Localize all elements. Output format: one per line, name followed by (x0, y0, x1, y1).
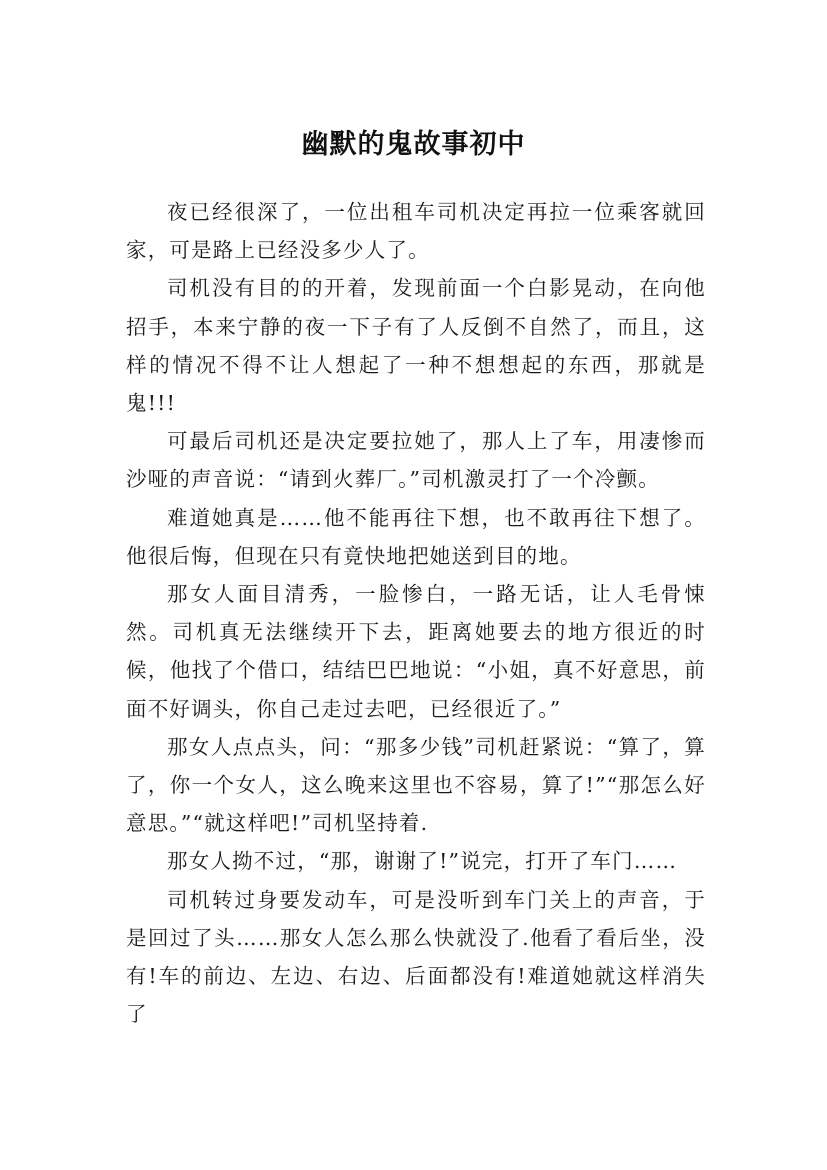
document-title: 幽默的鬼故事初中 (301, 129, 526, 161)
paragraph-7: 那女人拗不过，“那，谢谢了!”说完，打开了车门…… (167, 849, 678, 874)
paragraph-3: 可最后司机还是决定要拉她了，那人上了车，用凄惨而沙哑的声音说：“请到火葬厂。”司机激灵打了一个冷颤。 (126, 429, 706, 492)
story-body (126, 193, 706, 1033)
paragraph-8: 司机转过身要发动车，可是没听到车门关上的声音，于是回过了头……那女人怎么那么快就没了.他看了看后坐，没有!车的前边、左边、右边、后面都没有!难道她就这样消失了 (126, 887, 706, 1027)
paragraph-4: 难道她真是……他不能再往下想，也不敢再往下想了。他很后悔，但现在只有竟快地把她送到目的地。 (126, 505, 706, 568)
paragraph-6: 那女人点点头，问：“那多少钱”司机赶紧说：“算了，算了，你一个女人，这么晚来这里也不容易，算了!”“那怎么好意思。”“就这样吧!”司机坚持着. (126, 734, 706, 836)
paragraph-2: 司机没有目的的开着，发现前面一个白影晃动，在向他招手，本来宁静的夜一下子有了人反倒不自然了，而且，这样的情况不得不让人想起了一种不想想起的东西，那就是鬼!!! (126, 276, 706, 416)
paragraph-1: 夜已经很深了，一位出租车司机决定再拉一位乘客就回家，可是路上已经没多少人了。 (126, 200, 706, 263)
paragraph-5: 那女人面目清秀，一脸惨白，一路无话，让人毛骨悚然。司机真无法继续开下去，距离她要去的地方很近的时候，他找了个借口，结结巴巴地说：“小姐，真不好意思，前面不好调头，你自己走过去吧，已经很近了。” (126, 582, 706, 721)
